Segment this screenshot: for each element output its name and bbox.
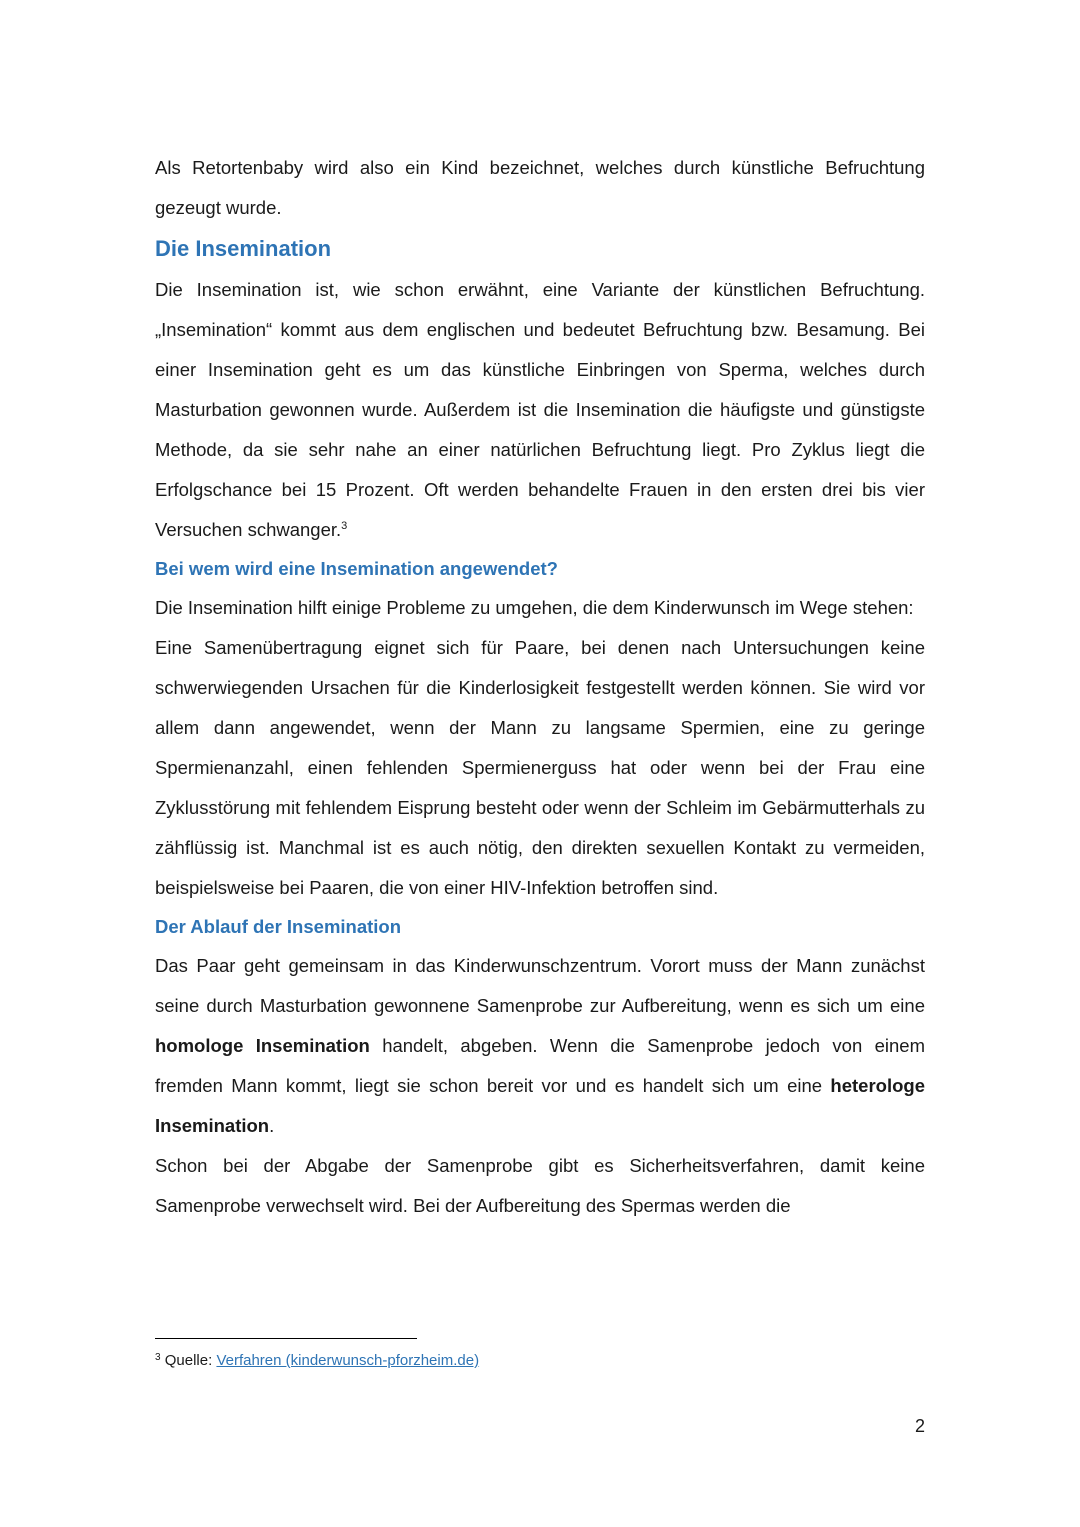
procedure-text-a: Das Paar geht gemeinsam in das Kinderwunschzentrum. Vorort muss der Mann zunächst seine durch Masturbation gewonnene Samenprobe zur Aufbereitung, wenn es sich um eine	[155, 955, 925, 1016]
section-heading-insemination: Die Insemination	[155, 236, 332, 261]
footnote-source-link[interactable]: Verfahren (kinderwunsch-pforzheim.de)	[216, 1352, 480, 1369]
footnote-label: Quelle:	[164, 1352, 217, 1369]
procedure-paragraph-1	[155, 946, 925, 1146]
intro-paragraph: Als Retortenbaby wird also ein Kind bezeichnet, welches durch künstliche Befruchtung gezeugt wurde.	[155, 157, 925, 218]
procedure-paragraph-2: Schon bei der Abgabe der Samenprobe gibt es Sicherheitsverfahren, damit keine Samenprobe verwechselt wird. Bei der Aufbereitung des Spermas werden die	[155, 1155, 925, 1216]
page-number: 2	[914, 1416, 925, 1436]
insemination-paragraph	[155, 270, 925, 550]
homologe-insemination-term: homologe Insemination	[155, 1035, 370, 1056]
footnote-separator	[155, 1338, 417, 1339]
heterologe-insemination-term: heterologe Insemination	[155, 1075, 925, 1136]
section-heading-who: Bei wem wird eine Insemination angewendet?	[155, 558, 558, 579]
procedure-text-c: .	[269, 1115, 275, 1136]
footnote	[155, 1350, 479, 1372]
page-content	[155, 148, 925, 1226]
procedure-text-b: handelt, abgeben. Wenn die Samenprobe jedoch von einem fremden Mann kommt, liegt sie schon bereit vor und es handelt sich um eine	[155, 1035, 925, 1096]
footnote-number: 3	[155, 1352, 161, 1363]
footnote-reference[interactable]: 3	[341, 520, 348, 532]
who-paragraph-2: Eine Samenübertragung eignet sich für Paare, bei denen nach Untersuchungen keine schwerwiegenden Ursachen für die Kinderlosigkeit festgestellt werden können. Sie wird vor allem dann angewendet, wenn der Mann zu langsame Spermien, eine zu geringe Spermienanzahl, einen fehlenden Spermienerguss hat oder wenn bei der Frau eine Zyklusstörung mit fehlendem Eisprung besteht oder wenn der Schleim im Gebärmutterhals zu zähflüssig ist. Manchmal ist es auch nötig, den direkten sexuellen Kontakt zu vermeiden, beispielsweise bei Paaren, die von einer HIV-Infektion betroffen sind.	[155, 637, 925, 898]
insemination-text: Die Insemination ist, wie schon erwähnt, eine Variante der künstlichen Befruchtung. „Insemination“ kommt aus dem englischen und bedeutet Befruchtung bzw. Besamung. Bei einer Insemination geht es um das künstliche Einbringen von Sperma, welches durch Masturbation gewonnen wurde. Außerdem ist die Insemination die häufigste und günstigste Methode, da sie sehr nahe an einer natürlichen Befruchtung liegt. Pro Zyklus liegt die Erfolgschance bei 15 Prozent. Oft werden behandelte Frauen in den ersten drei bis vier Versuchen schwanger.	[155, 279, 925, 540]
who-paragraph-1: Die Insemination hilft einige Probleme zu umgehen, die dem Kinderwunsch im Wege stehen:	[155, 597, 914, 618]
section-heading-procedure: Der Ablauf der Insemination	[155, 916, 402, 937]
